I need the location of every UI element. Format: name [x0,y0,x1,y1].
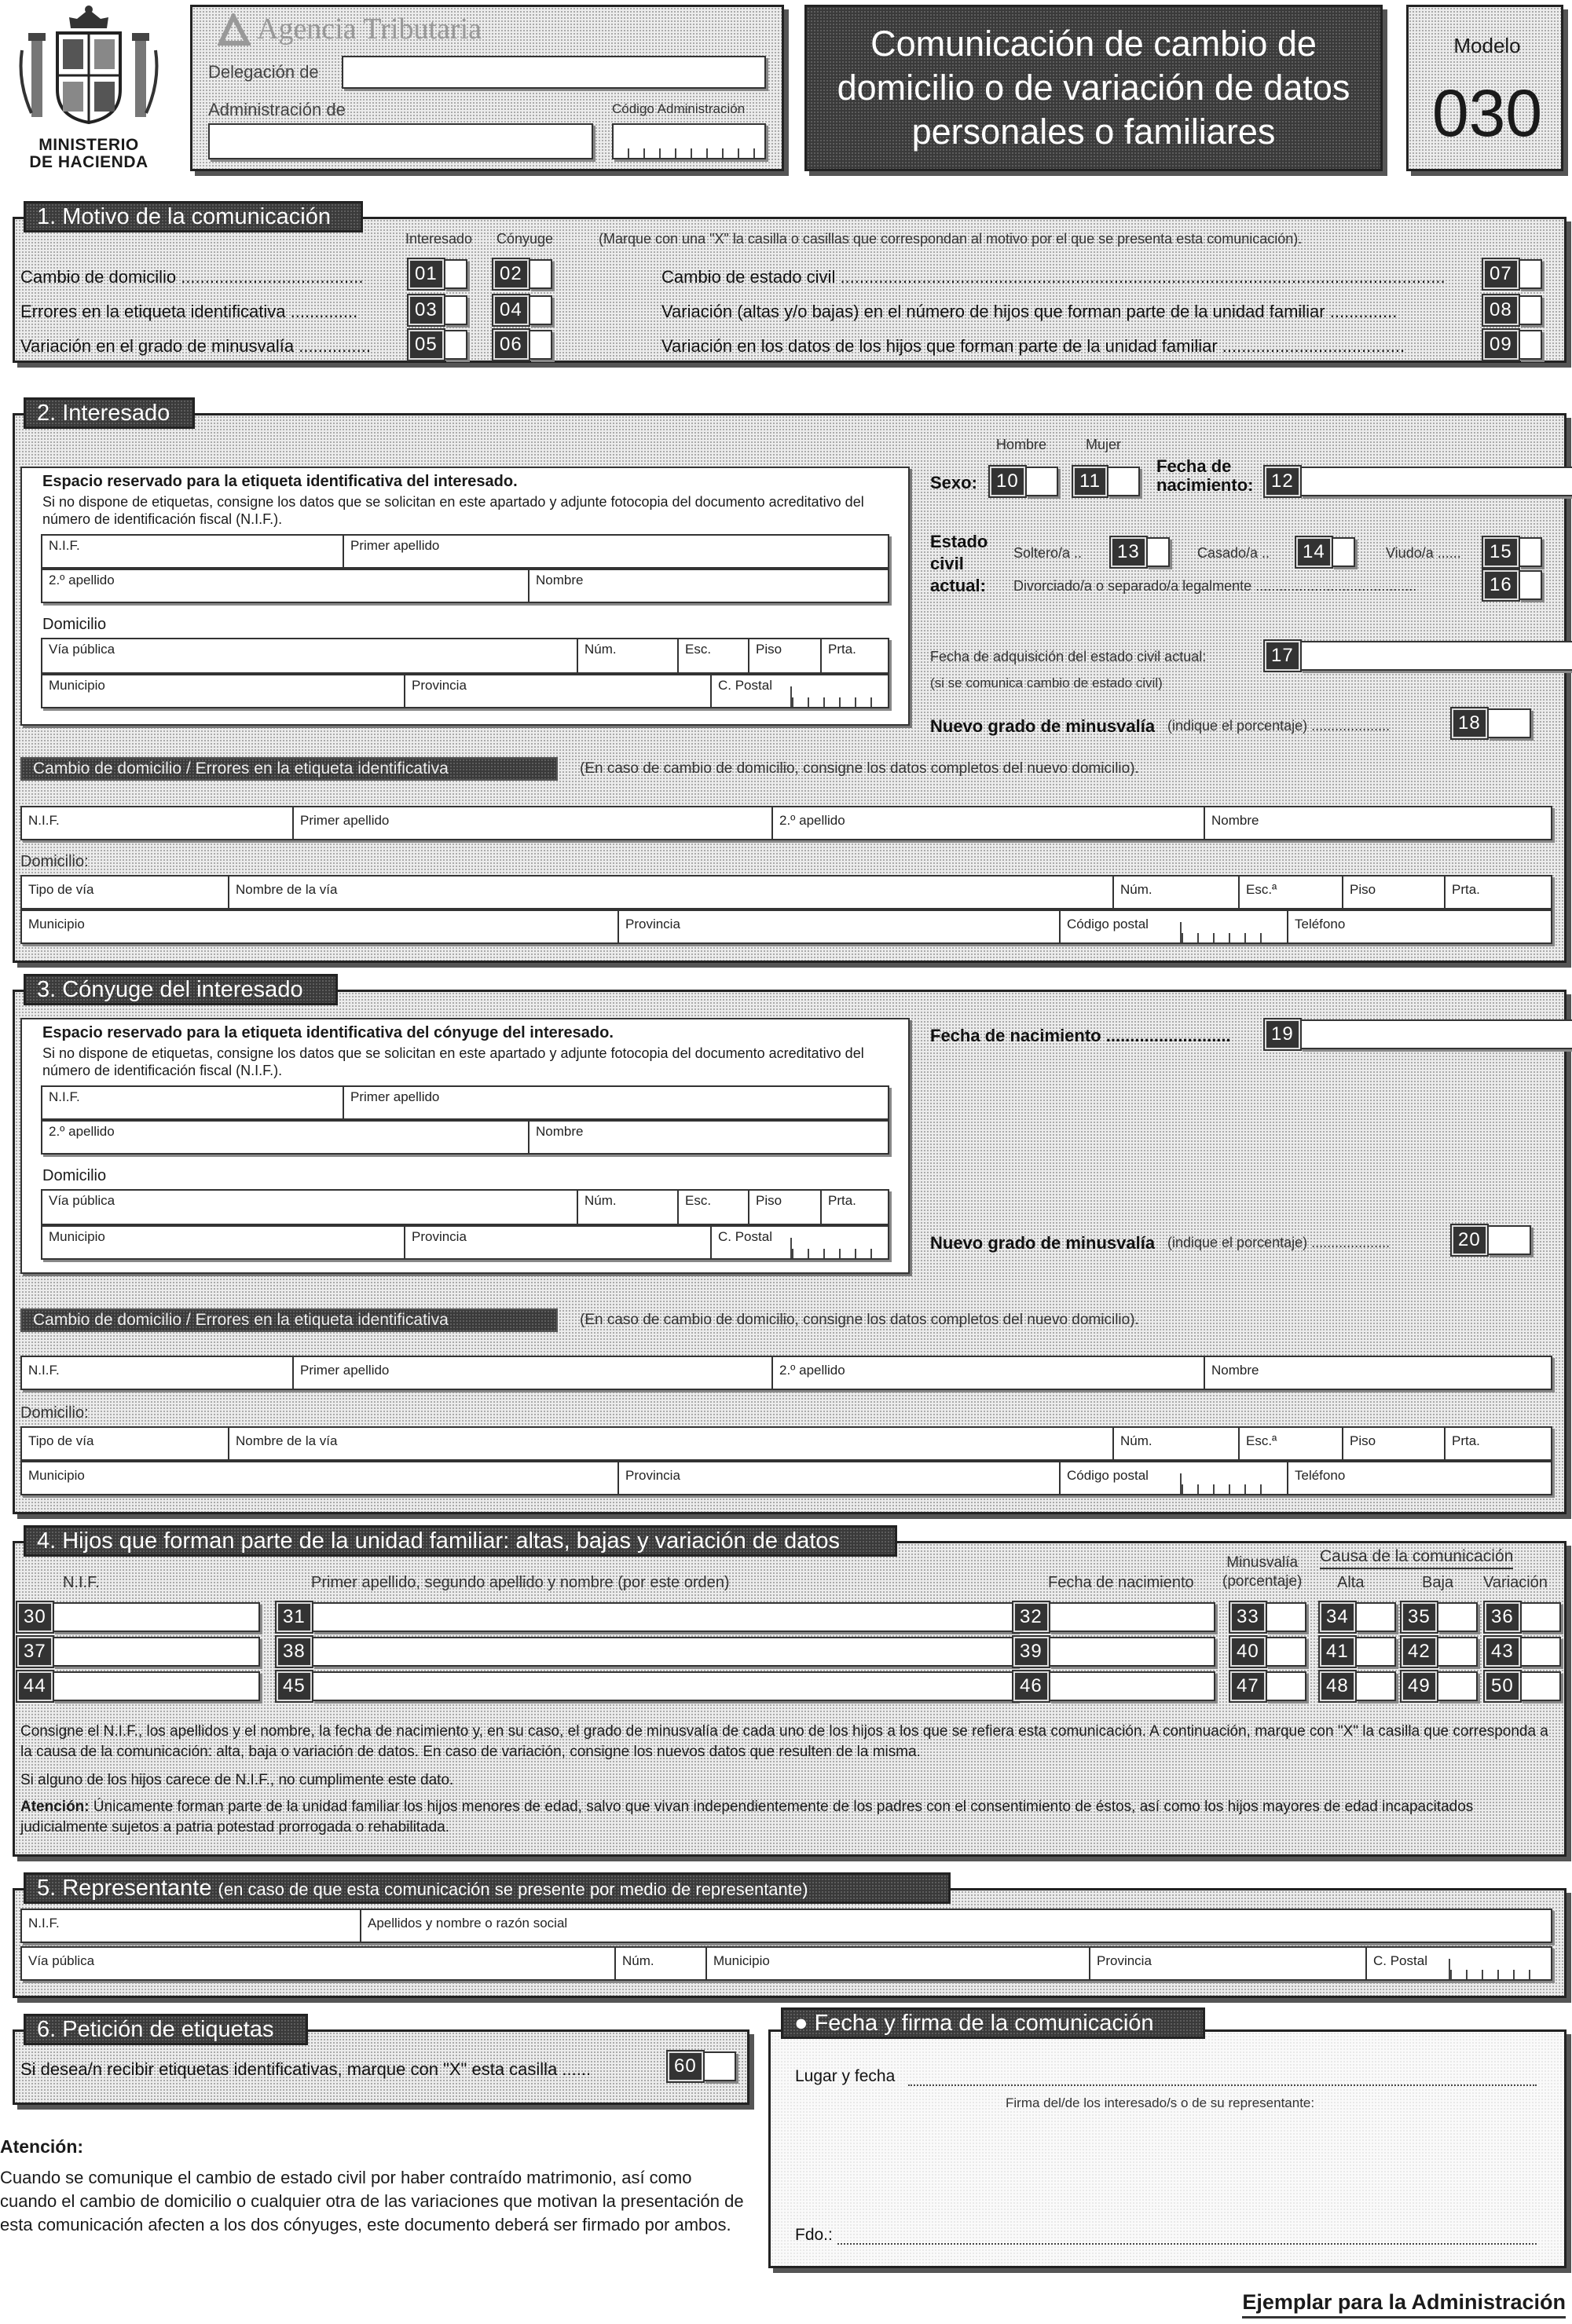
num-12: 12 [1265,467,1300,496]
s5-title-sub: (en caso de que esta comunicación se presente por medio de representante) [218,1879,808,1899]
s3-via-publica: Vía pública [49,1193,115,1208]
num-04: 04 [493,295,529,325]
s3-label-area [20,1018,910,1274]
s2-hombre: Hombre [996,437,1047,452]
s2-via-row[interactable] [41,638,889,674]
box-17[interactable] [1265,641,1572,671]
s5-municipio: Municipio [705,1948,776,1979]
num-33: 33 [1230,1602,1266,1632]
box-19[interactable] [1265,1019,1572,1049]
s2-divorciado: Divorciado/a o separado/a legalmente ......................................... [1013,578,1417,594]
num-08: 08 [1483,295,1519,325]
num-19: 19 [1265,1019,1300,1049]
s2-n-esc: Esc.ª [1238,877,1283,908]
s2-nuevo-nombre-row[interactable] [20,806,1552,840]
s2-n-segundo: 2.º apellido [771,807,852,839]
s3-n-municipio: Municipio [28,1468,85,1483]
s2-n-telefono: Teléfono [1287,911,1351,942]
s5-apellidos: Apellidos y nombre o razón social [360,1910,573,1942]
s2-n-municipio: Municipio [28,917,85,931]
hijo-1-baja-box[interactable] [1402,1602,1478,1632]
form-title: Comunicación de cambio de domicilio o de variación de datos personales o familiares [837,24,1350,152]
s4-p3-text: Únicamente forman parte de la unidad familiar los hijos menores de edad, salvo que vivan independientemente de los padres con el consentimiento de éstos, así como los hijos mayores de edad incapacitados judicialmente sujetos a patria potestad prorrogada o rehabilitada. [20,1799,1474,1835]
box-08[interactable] [1483,295,1542,325]
hijo-2-nif-box[interactable] [17,1637,260,1667]
hijo-1-nombre-box[interactable] [277,1602,1017,1632]
num-43: 43 [1485,1637,1520,1667]
col-conyuge: Cónyuge [497,231,554,247]
box-60[interactable] [668,2051,736,2081]
s3-esc: Esc. [677,1191,717,1224]
s2-cambio-note: (En caso de cambio de domicilio, consigne los datos completos del nuevo domicilio). [580,760,1139,777]
num-41: 41 [1320,1637,1355,1667]
codigo-admin-label: Código Administración [612,101,746,116]
s3-n-piso: Piso [1342,1428,1382,1459]
firma-fdo-line[interactable] [837,2243,1537,2245]
s2-cambio-title: Cambio de domicilio / Errores en la etiqueta identificativa [20,757,558,781]
delegacion-label: Delegación de [208,62,319,82]
num-36: 36 [1485,1602,1520,1632]
motivo-errores-etiqueta: Errores en la etiqueta identificativa .............. [20,302,358,321]
administracion-field[interactable] [208,123,593,159]
s5-provincia: Provincia [1089,1948,1158,1979]
box-18[interactable] [1452,708,1531,738]
box-04[interactable] [493,295,552,325]
num-44: 44 [17,1671,53,1701]
hijo-3-variacion-box[interactable] [1485,1671,1561,1701]
num-47: 47 [1230,1671,1266,1701]
section-3-title: 3. Cónyuge del interesado [24,974,338,1005]
s2-n-cp-ticks [1180,922,1271,942]
ministry-name: MINISTERIO DE HACIENDA [29,136,148,171]
num-39: 39 [1013,1637,1049,1667]
section-4-title: 4. Hijos que forman parte de la unidad familiar: altas, bajas y variación de datos [24,1525,897,1557]
s3-nuevo-municipio-row[interactable] [20,1461,1552,1495]
s2-label-area [20,467,910,726]
hijo-2-baja-box[interactable] [1402,1637,1478,1667]
s2-n-provincia: Provincia [617,911,687,942]
s2-mujer: Mujer [1086,437,1122,452]
s3-n-nif: N.I.F. [28,1363,60,1378]
s3-label-text: Si no dispone de etiquetas, consigne los datos que se solicitan en este apartado y adjunte fotocopia del documento acreditativo del número de identificación fiscal (N.I.F.). [42,1045,864,1078]
s3-n-telefono: Teléfono [1287,1462,1351,1494]
s2-viudo: Viudo/a ...... [1386,545,1461,561]
num-18: 18 [1452,708,1487,738]
s3-n-provincia: Provincia [617,1462,687,1494]
s2-name-row-2[interactable] [41,569,889,603]
s4-h-var: Variación [1483,1574,1548,1591]
modelo-box [1406,5,1563,171]
num-37: 37 [17,1637,53,1667]
box-11[interactable] [1073,467,1140,496]
s5-num: Núm. [614,1948,661,1979]
ministry-logo [14,3,163,181]
hijo-2-minusvalia-box[interactable] [1230,1637,1306,1667]
s5-via: Vía pública [28,1953,95,1968]
s2-provincia: Provincia [404,675,473,707]
s3-nif: N.I.F. [49,1089,80,1104]
agency-logo-icon [218,13,251,46]
num-45: 45 [277,1671,312,1701]
s5-cpostal: C. Postal [1365,1948,1434,1979]
s4-h-minus: Minusvalía (porcentaje) [1222,1554,1303,1590]
s4-h-causa: Causa de la comunicación [1320,1547,1513,1569]
s3-nuevo-nombre-row[interactable] [20,1356,1552,1390]
num-34: 34 [1320,1602,1355,1632]
s3-domicilio-label: Domicilio [42,1167,107,1184]
hijo-2-variacion-box[interactable] [1485,1637,1561,1667]
s3-tipo-via: Tipo de vía [28,1433,94,1448]
s4-h-alta: Alta [1337,1574,1365,1591]
s3-n-segundo: 2.º apellido [771,1357,852,1389]
num-01: 01 [409,259,444,289]
s4-h-baja: Baja [1422,1574,1454,1591]
hijo-1-fecha-box[interactable] [1013,1602,1215,1632]
motivo-estado-civil: Cambio de estado civil .............................................................................................................................. [661,267,1446,287]
s2-prta: Prta. [820,639,863,672]
num-15: 15 [1483,537,1519,567]
s2-municipio-row[interactable] [41,674,889,708]
num-14: 14 [1296,537,1332,567]
s2-tipo-via: Tipo de vía [28,882,94,897]
num-31: 31 [277,1602,312,1632]
num-48: 48 [1320,1671,1355,1701]
num-49: 49 [1402,1671,1437,1701]
s3-primer-apellido: Primer apellido [343,1087,445,1118]
s4-h-fecha: Fecha de nacimiento [1048,1574,1194,1591]
admin-box [190,5,784,171]
s3-nuevo-via-row[interactable] [20,1426,1552,1461]
s2-nombre-via: Nombre de la vía [228,877,343,908]
box-10[interactable] [990,467,1058,496]
delegacion-field[interactable] [342,56,766,89]
s4-p3-bold: Atención: [20,1799,90,1815]
s2-estado-civil-label: Estado civil actual: [930,532,988,595]
num-05: 05 [409,330,444,360]
hijo-2-alta-box[interactable] [1320,1637,1396,1667]
s3-name-row-2[interactable] [41,1120,889,1155]
box-05[interactable] [409,330,467,360]
s3-n-nombre: Nombre [1204,1357,1265,1389]
box-09[interactable] [1483,330,1542,360]
motivo-cambio-domicilio: Cambio de domicilio ...................................... [20,267,364,287]
firma-label: Firma del/de los interesado/s o de su representante: [1006,2095,1315,2110]
agency-name: Agencia Tributaria [257,13,482,46]
s3-via-row[interactable] [41,1189,889,1225]
num-10: 10 [990,467,1025,496]
num-30: 30 [17,1602,53,1632]
num-16: 16 [1483,570,1519,600]
s5-nif: N.I.F. [28,1916,60,1931]
box-07[interactable] [1483,259,1542,289]
administracion-label: Administración de [208,100,346,119]
s2-domicilio2-label: Domicilio: [20,853,89,870]
s2-n-piso: Piso [1342,877,1382,908]
s3-n-num: Núm. [1112,1428,1159,1459]
s2-sexo-label: Sexo: [930,473,977,492]
s3-cambio-title: Cambio de domicilio / Errores en la etiqueta identificativa [20,1308,558,1332]
s2-fecha-adq-note: (si se comunica cambio de estado civil) [930,675,1163,690]
s3-segundo-apellido: 2.º apellido [49,1124,115,1139]
s3-fecha-nac-label: Fecha de nacimiento .......................... [930,1026,1231,1045]
coat-of-arms-icon [14,3,163,129]
num-50: 50 [1485,1671,1520,1701]
s3-nuevo-grado-note: (indique el porcentaje) .................... [1167,1235,1391,1250]
footer-ejemplar: Ejemplar para la Administración [1242,2290,1566,2319]
hijo-3-nif-box[interactable] [17,1671,260,1701]
s3-nombre-via: Nombre de la vía [228,1428,343,1459]
s2-n-nif: N.I.F. [28,813,60,828]
hijo-3-fecha-box[interactable] [1013,1671,1215,1701]
s2-name-row-1[interactable] [41,534,889,569]
box-01[interactable] [409,259,467,289]
hijo-2-nombre-box[interactable] [277,1637,1017,1667]
modelo-label: Modelo [1453,34,1521,57]
s2-cpostal: C. Postal [710,675,779,707]
num-09: 09 [1483,330,1519,360]
num-20: 20 [1452,1225,1487,1255]
hijo-1-variacion-box[interactable] [1485,1602,1561,1632]
s6-text: Si desea/n recibir etiquetas identificativas, marque con "X" esta casilla ...... [20,2059,592,2079]
firma-lugar: Lugar y fecha [795,2067,896,2085]
s3-municipio-row[interactable] [41,1225,889,1260]
section-2-title: 2. Interesado [24,397,195,429]
col-interesado: Interesado [405,231,473,247]
box-16[interactable] [1483,570,1542,600]
firma-title: ● Fecha y firma de la comunicación [781,2007,1205,2039]
s3-provincia: Provincia [404,1227,473,1258]
s2-nuevo-municipio-row[interactable] [20,909,1552,944]
motivo-numero-hijos: Variación (altas y/o bajas) en el número de hijos que forman parte de la unidad familiar .............. [661,302,1398,321]
s3-nuevo-grado: Nuevo grado de minusvalía [930,1233,1156,1253]
s2-cpostal-ticks [790,686,877,707]
hijo-3-nombre-box[interactable] [277,1671,1017,1701]
form-title-box [804,5,1383,171]
num-03: 03 [409,295,444,325]
s2-piso: Piso [748,639,788,672]
box-12[interactable] [1265,467,1572,496]
section-5-title [24,1872,951,1904]
firma-fdo: Fdo.: [795,2226,833,2244]
box-03[interactable] [409,295,467,325]
s2-casado: Casado/a .. [1197,545,1270,561]
s3-domicilio2-label: Domicilio: [20,1404,89,1422]
s2-label-text: Si no dispone de etiquetas, consigne los datos que se solicitan en este apartado y adjunte fotocopia del documento acreditativo del número de identificación fiscal (N.I.F.). [42,494,864,527]
hijo-3-alta-box[interactable] [1320,1671,1396,1701]
s2-segundo-apellido: 2.º apellido [49,573,115,587]
box-15[interactable] [1483,537,1542,567]
s1-instructions: (Marque con una "X" la casilla o casillas que correspondan al motivo por el que se presenta esta comunicación). [599,231,1303,247]
num-06: 06 [493,330,529,360]
firma-lugar-line[interactable] [908,2084,1537,2086]
firma-panel [768,2029,1567,2268]
num-42: 42 [1402,1637,1437,1667]
s5-title-main: 5. Representante [37,1876,212,1901]
s2-domicilio-label: Domicilio [42,616,107,633]
num-35: 35 [1402,1602,1437,1632]
s3-cambio-note: (En caso de cambio de domicilio, consigne los datos completos del nuevo domicilio). [580,1312,1139,1328]
s2-esc: Esc. [677,639,717,672]
num-17: 17 [1265,641,1300,671]
codigo-admin-field[interactable] [612,123,766,159]
s2-via-publica: Vía pública [49,642,115,657]
s2-n-num: Núm. [1112,877,1159,908]
s3-n-codigo-postal: Código postal [1059,1462,1155,1494]
s2-fecha-adq-label: Fecha de adquisición del estado civil actual: [930,649,1207,664]
s2-nuevo-grado: Nuevo grado de minusvalía [930,716,1156,736]
s2-primer-apellido: Primer apellido [343,536,445,567]
s4-p2: Si alguno de los hijos carece de N.I.F., no cumplimente este dato. [20,1772,454,1788]
s3-n-esc: Esc.ª [1238,1428,1283,1459]
s3-label-title: Espacio reservado para la etiqueta identificativa del cónyuge del interesado. [42,1024,614,1041]
s3-cpostal-ticks [790,1238,877,1258]
atencion-text: Cuando se comunique el cambio de estado civil por haber contraído matrimonio, así como cuando el cambio de domicilio o cualquier otra de las variaciones que motivan la presentación de esta comunicación afecten a los dos cónyuges, este documento deberá ser firmado por ambos. [0,2168,744,2234]
num-60: 60 [668,2051,703,2081]
s2-fecha-nac-label: Fecha de nacimiento: [1156,456,1254,495]
s2-nombre: Nombre [528,570,589,602]
s2-n-primer: Primer apellido [292,807,395,839]
s2-soltero: Soltero/a .. [1013,545,1083,561]
num-38: 38 [277,1637,312,1667]
box-14[interactable] [1296,537,1355,567]
modelo-number: 030 [1431,76,1543,150]
s2-n-nombre: Nombre [1204,807,1265,839]
s3-n-prta: Prta. [1444,1428,1486,1459]
s2-num: Núm. [577,639,623,672]
section-5-panel [13,1888,1567,1998]
s3-n-primer: Primer apellido [292,1357,395,1389]
num-13: 13 [1111,537,1146,567]
s5-cp-ticks [1449,1959,1540,1979]
s3-nombre: Nombre [528,1122,589,1153]
s3-piso: Piso [748,1191,788,1224]
s2-label-title: Espacio reservado para la etiqueta identificativa del interesado. [42,473,518,490]
s4-h-nombre: Primer apellido, segundo apellido y nombre (por este orden) [311,1574,730,1591]
num-07: 07 [1483,259,1519,289]
s3-cpostal: C. Postal [710,1227,779,1258]
s3-municipio: Municipio [49,1229,105,1244]
s2-municipio: Municipio [49,678,105,693]
s4-p1: Consigne el N.I.F., los apellidos y el nombre, la fecha de nacimiento y, en su caso, el grado de minusvalía de cada uno de los hijos a los que se refiera esta comunicación. A continuación, marque con "X" la casilla que corresponda a la causa de la comunicación: alta, baja o variación de datos. En caso de variación, consigne los nuevos datos que resulten de la misma. [20,1723,1548,1760]
s3-num: Núm. [577,1191,623,1224]
s3-name-row-1[interactable] [41,1085,889,1120]
s5-row-1[interactable] [20,1909,1552,1943]
s4-p3 [20,1797,1560,1838]
s3-n-cp-ticks [1180,1473,1271,1494]
s2-n-codigo-postal: Código postal [1059,911,1155,942]
s2-nuevo-grado-note: (indique el porcentaje) .................... [1167,718,1391,734]
section-6-title: 6. Petición de etiquetas [24,2014,308,2045]
num-46: 46 [1013,1671,1049,1701]
hijo-3-minusvalia-box[interactable] [1230,1671,1306,1701]
hijo-1-nif-box[interactable] [17,1602,260,1632]
atencion-title: Atención: [0,2136,84,2157]
s3-prta: Prta. [820,1191,863,1224]
s4-h-nif: N.I.F. [63,1574,100,1591]
num-02: 02 [493,259,529,289]
s5-row-2[interactable] [20,1946,1552,1981]
box-06[interactable] [493,330,552,360]
num-32: 32 [1013,1602,1049,1632]
motivo-datos-hijos: Variación en los datos de los hijos que forman parte de la unidad familiar ...................................... [661,336,1405,356]
hijo-1-alta-box[interactable] [1320,1602,1396,1632]
hijo-1-minusvalia-box[interactable] [1230,1602,1306,1632]
num-40: 40 [1230,1637,1266,1667]
section-1-title: 1. Motivo de la comunicación [24,201,363,232]
s2-n-prta: Prta. [1444,877,1486,908]
hijo-3-baja-box[interactable] [1402,1671,1478,1701]
box-20[interactable] [1452,1225,1531,1255]
box-02[interactable] [493,259,552,289]
hijo-2-fecha-box[interactable] [1013,1637,1215,1667]
s2-nuevo-via-row[interactable] [20,875,1552,909]
s2-nif: N.I.F. [49,538,80,553]
num-11: 11 [1073,467,1107,496]
box-13[interactable] [1111,537,1170,567]
motivo-variacion-minusvalia: Variación en el grado de minusvalía ............... [20,336,371,356]
